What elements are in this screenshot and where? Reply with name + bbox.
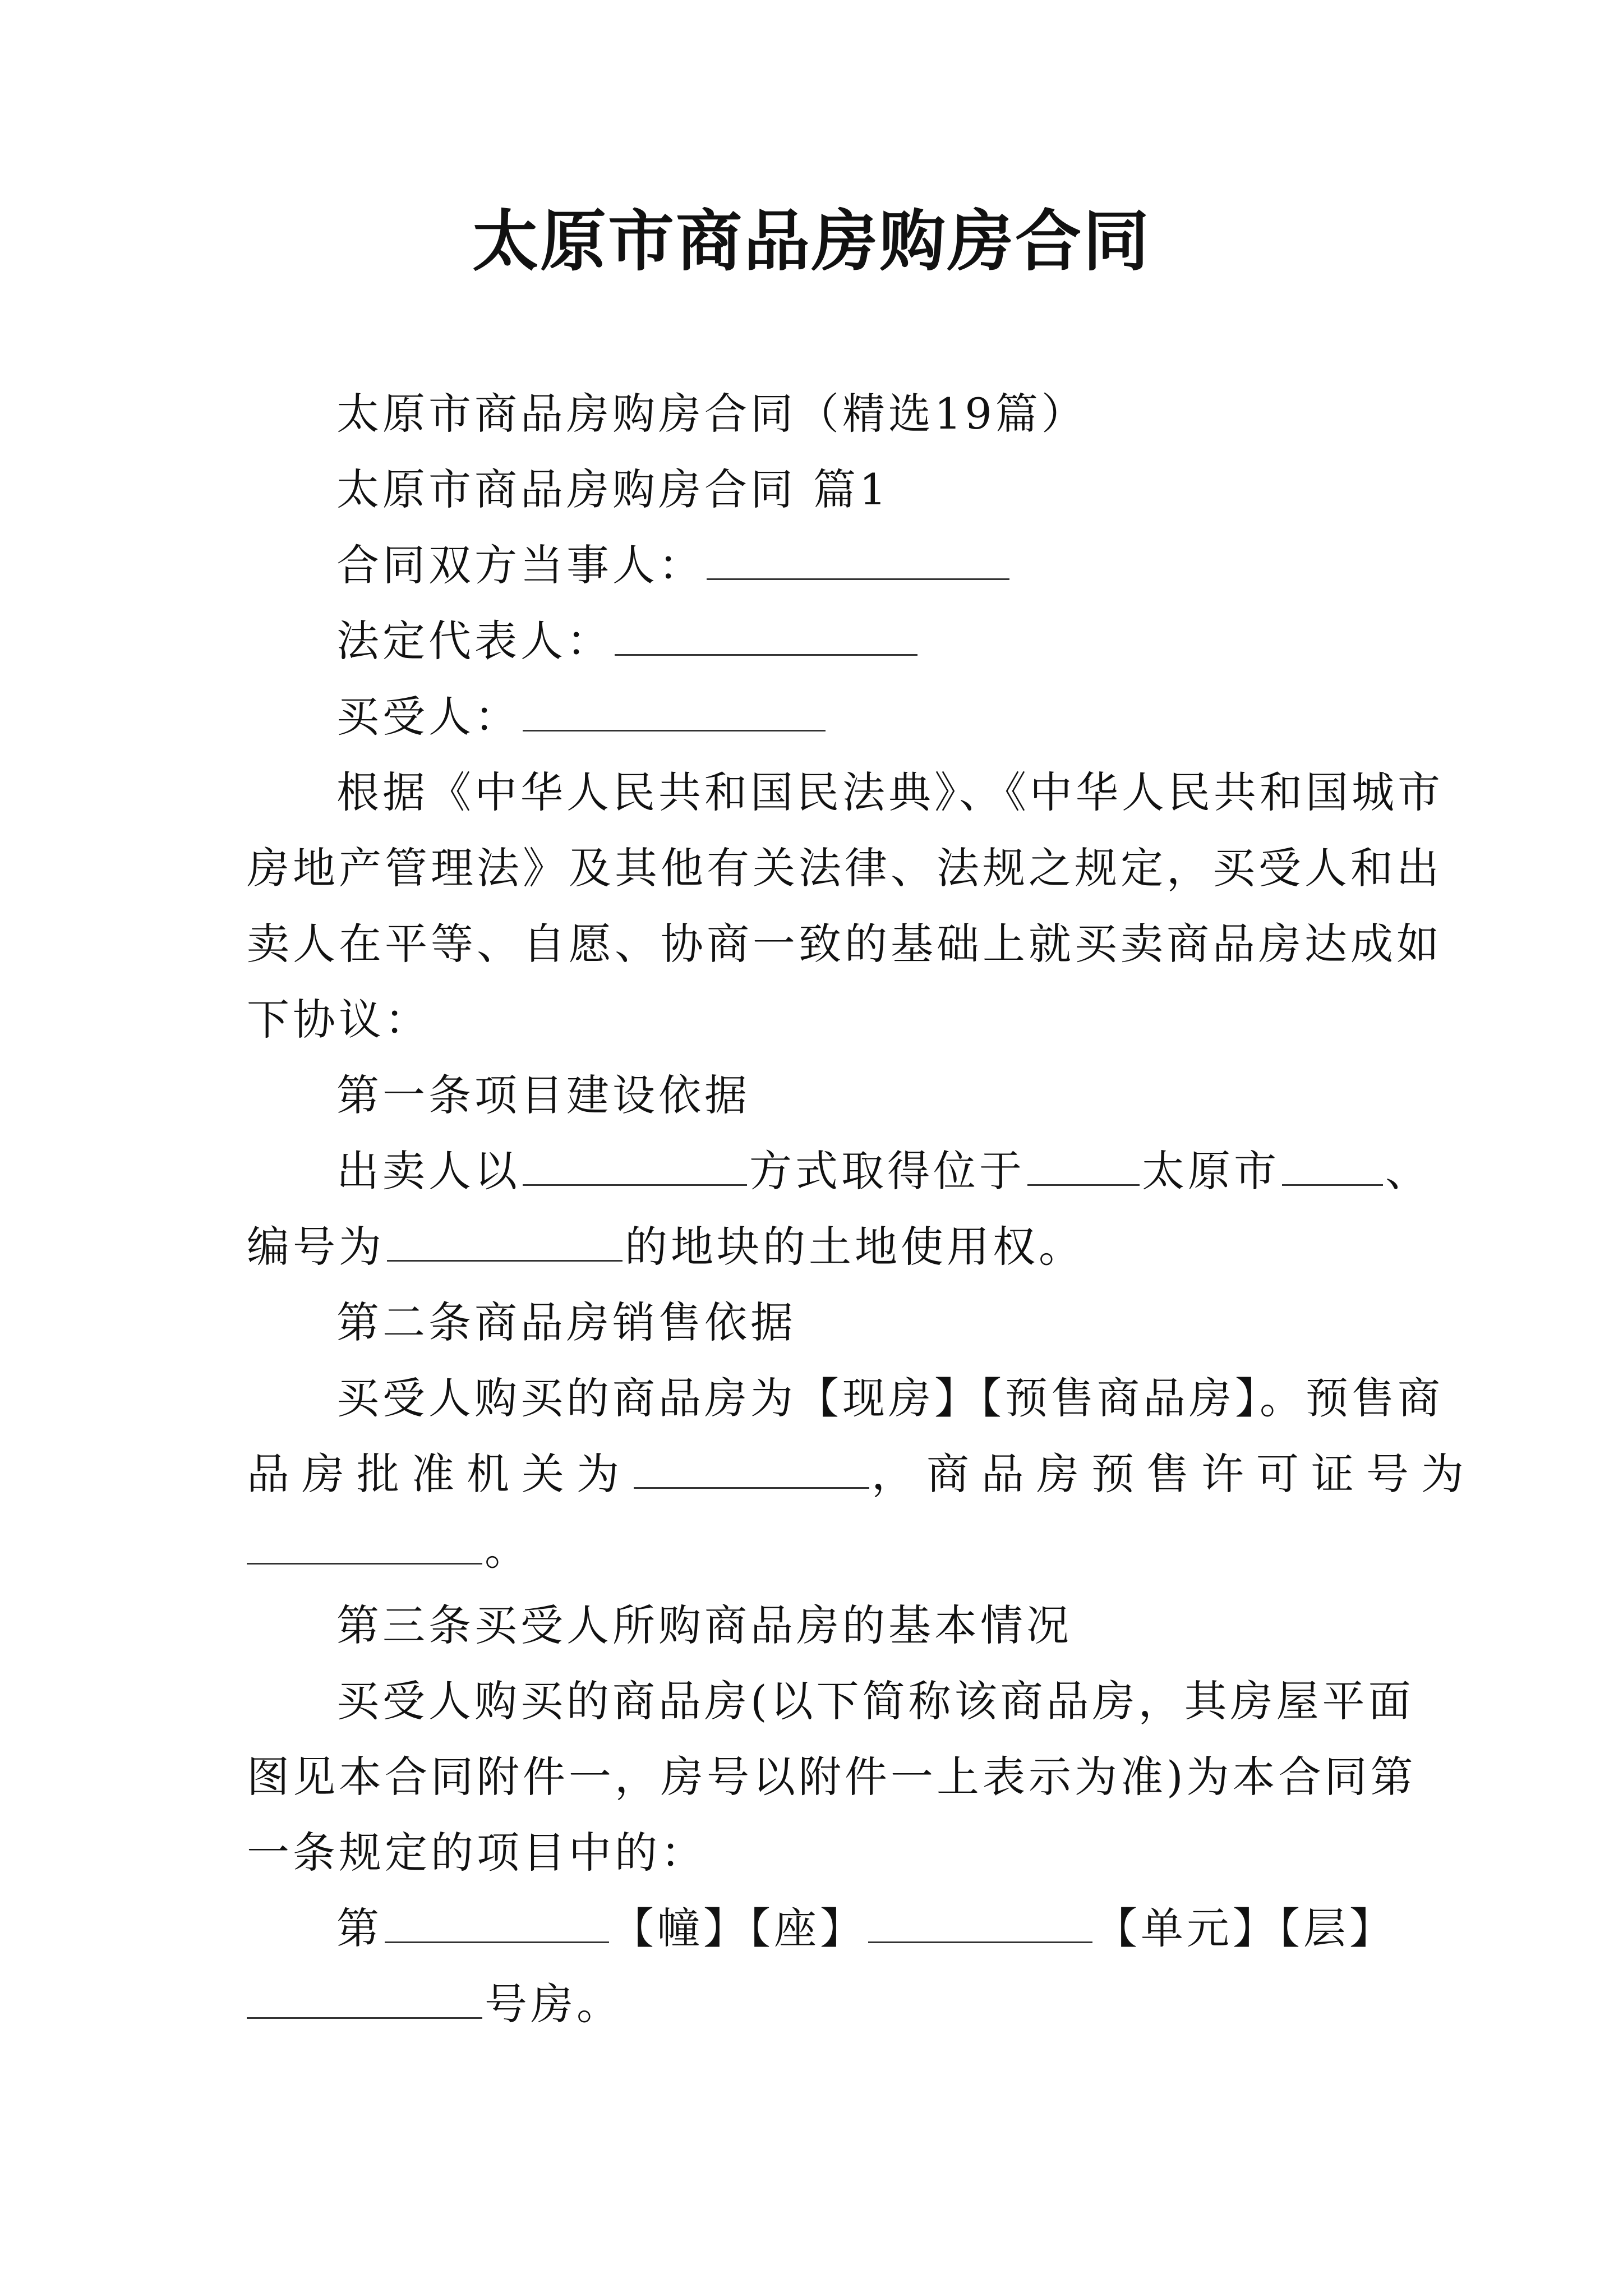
- article3-line-5: [247, 1977, 1413, 2031]
- article3-text-b: 【幢】【座】: [611, 1903, 866, 1953]
- article1-text-b: 方式取得位于: [749, 1146, 1025, 1196]
- article3-heading: 第三条买受人所购商品房的基本情况: [336, 1600, 1072, 1650]
- article2-heading: 第二条商品房销售依据: [336, 1297, 796, 1347]
- document-title: 太原市商品房购房合同: [472, 202, 1151, 280]
- article2-text-a: 品房批准机关为: [247, 1449, 631, 1499]
- article3-line-1: 买受人购买的商品房(以下简称该商品房，其房屋平面: [336, 1676, 1414, 1726]
- section-heading: 太原市商品房购房合同 篇1: [336, 464, 890, 514]
- intro-line-4: 下协议：: [247, 995, 431, 1045]
- article1-text-e: 编号为: [247, 1222, 385, 1272]
- article3-text-a: 第: [336, 1903, 382, 1953]
- article2-line-1: 买受人购买的商品房为【现房】【预售商品房】。预售商: [336, 1373, 1444, 1423]
- intro-line-3: 卖人在平等、自愿、协商一致的基础上就买卖商品房达成如: [247, 919, 1442, 969]
- article3-line-3: 一条规定的项目中的：: [247, 1828, 707, 1878]
- location-blank[interactable]: [1027, 1148, 1140, 1186]
- party-blank[interactable]: [707, 542, 1009, 580]
- presale-license-blank[interactable]: [247, 1527, 482, 1565]
- acquire-method-blank[interactable]: [523, 1148, 747, 1186]
- legal-rep-label: 法定代表人：: [336, 616, 612, 666]
- buyer-label: 买受人：: [336, 692, 520, 742]
- article1-text-a: 出卖人以: [336, 1146, 520, 1196]
- article3-line-2: 图见本合同附件一，房号以附件一上表示为准)为本合同第: [247, 1752, 1417, 1802]
- buyer-line: [336, 690, 1413, 744]
- intro-line-1: 根据《中华人民共和国民法典》、《中华人民共和国城市: [336, 767, 1444, 817]
- article1-line-1: [336, 1144, 1431, 1198]
- article1-text-f: 的地块的土地使用权。: [625, 1222, 1085, 1272]
- article3-line-4: [336, 1902, 1413, 1955]
- article1-heading: 第一条项目建设依据: [336, 1070, 750, 1120]
- approval-authority-blank[interactable]: [634, 1451, 869, 1489]
- article3-text-d: 号房。: [485, 1979, 623, 2029]
- district-blank[interactable]: [1282, 1148, 1383, 1186]
- intro-line-2: 房地产管理法》及其他有关法律、法规之规定，买受人和出: [247, 843, 1442, 893]
- article1-text-d: 、: [1385, 1146, 1431, 1196]
- article3-text-c: 【单元】【层】: [1095, 1903, 1395, 1953]
- legal-rep-blank[interactable]: [615, 618, 917, 656]
- article2-text-b: ，商品房预售许可证号为: [872, 1449, 1476, 1499]
- party-line: [336, 539, 1413, 592]
- plot-number-blank[interactable]: [387, 1224, 623, 1262]
- party-label: 合同双方当事人：: [336, 540, 704, 590]
- legal-rep-line: [336, 614, 1413, 668]
- article2-line-3: [247, 1523, 1413, 1577]
- room-number-blank[interactable]: [247, 1981, 482, 2019]
- article2-line-2: [247, 1447, 1476, 1501]
- article2-text-c: 。: [485, 1525, 531, 1575]
- buyer-blank[interactable]: [523, 694, 826, 731]
- article1-text-c: 太原市: [1142, 1146, 1280, 1196]
- document-subtitle: 太原市商品房购房合同（精选19篇）: [336, 389, 1087, 439]
- article1-line-2: [247, 1220, 1413, 1274]
- unit-number-blank[interactable]: [868, 1906, 1092, 1943]
- building-number-blank[interactable]: [385, 1906, 609, 1943]
